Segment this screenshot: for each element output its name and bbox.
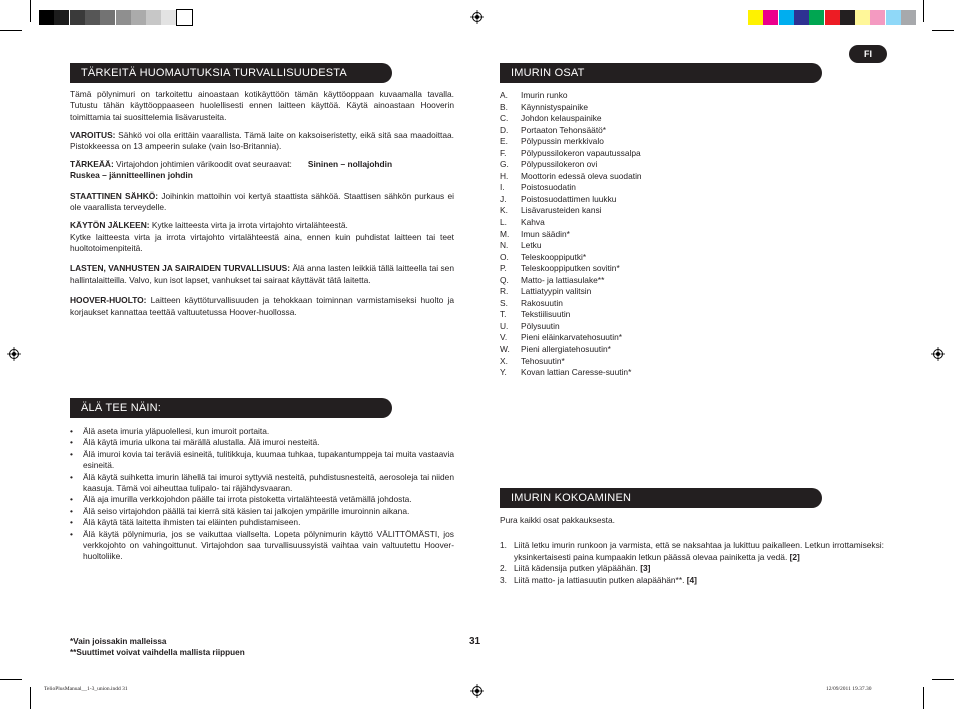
part-letter: F. <box>500 147 507 158</box>
list-item <box>500 309 800 321</box>
wire-color-live: Ruskea – jännitteellinen johdin <box>70 170 193 181</box>
static-text: Joihinkin mattoihin voi kertyä staattista sähköä. Staattisen sähkön purkaus ei ole vaarallista terveydelle. <box>70 190 454 213</box>
part-name: Teleskooppiputki* <box>521 251 587 262</box>
color-swatch <box>177 10 192 25</box>
list-item-text: Älä käytä imuria ulkona tai märällä alustalla. Älä imuroi nesteitä. <box>83 437 320 448</box>
bullet-icon: • <box>70 505 73 516</box>
bullet-icon: • <box>70 528 73 539</box>
part-letter: A. <box>500 90 508 100</box>
list-item <box>500 356 800 368</box>
list-item <box>500 148 800 160</box>
step-text: Liitä letku imurin runkoon ja varmista, että se naksahtaa ja lukittuu paikalleen. Letkun irrottamiseksi: yksinkertaisesti paina kumpaakin letkun päässä olevaa painiketta ja vedä. <box>514 540 884 562</box>
part-name: Letku <box>521 240 542 251</box>
step-number: 3. <box>500 574 507 585</box>
bullet-icon: • <box>70 517 73 528</box>
list-item-text: Älä käytä tätä laitetta ihmisten tai eläinten puhdistamiseen. <box>83 517 301 528</box>
step-number: 2. <box>500 563 507 574</box>
list-item <box>500 229 800 241</box>
list-item <box>500 540 884 563</box>
color-swatch <box>855 10 870 25</box>
part-letter: Y. <box>500 367 507 378</box>
bullet-icon: • <box>70 448 73 459</box>
figure-ref: [2] <box>789 551 800 562</box>
crop-mark <box>923 687 924 709</box>
list-item-text: Älä aja imurilla verkkojohdon päälle tai irrota pistoketta virtalähteestä vetämällä johdosta. <box>83 494 412 505</box>
list-item <box>70 529 454 563</box>
donts-list <box>70 426 454 563</box>
list-item-text: Älä käytä suihketta imurin lähellä tai imuroi syttyviä nesteitä, puhdistusnesteitä, aerosoleja tai niiden kaasuja. Tämä voi aiheuttaa tulipalo- tai räjähdysvaaran. <box>83 471 454 494</box>
part-name: Lisävarusteiden kansi <box>521 205 602 216</box>
part-letter: M. <box>500 228 510 239</box>
part-name: Tekstiilisuutin <box>521 309 571 320</box>
part-letter: O. <box>500 251 509 262</box>
list-item <box>70 506 454 517</box>
list-item <box>70 449 454 472</box>
crop-mark <box>932 679 954 680</box>
after-paragraph <box>70 220 454 231</box>
section-header-assembly: IMURIN KOKOAMINEN <box>500 488 822 508</box>
part-letter: H. <box>500 170 509 181</box>
list-item <box>500 90 800 102</box>
list-item <box>500 194 800 206</box>
service-label: HOOVER-HUOLTO: <box>70 295 147 306</box>
warning-text: Sähkö voi olla erittäin vaarallista. Tämä laite on kaksoiseristetty, eikä sitä saa maadoittaa. Pistokkeessa on 13 ampeerin sulake (vain Iso-Britannia). <box>70 129 454 152</box>
part-letter: X. <box>500 355 508 366</box>
language-badge: FI <box>849 45 887 63</box>
registration-mark-icon <box>7 347 21 361</box>
color-swatch <box>809 10 824 25</box>
color-swatch <box>901 10 916 25</box>
safety-text <box>70 89 454 325</box>
part-letter: T. <box>500 309 507 320</box>
list-item <box>500 263 800 275</box>
part-letter: K. <box>500 205 508 216</box>
part-letter: J. <box>500 193 507 204</box>
figure-ref: [4] <box>686 574 697 585</box>
color-swatch <box>131 10 146 25</box>
assembly-intro: Pura kaikki osat pakkauksesta. <box>500 515 615 525</box>
figure-ref: [3] <box>640 563 651 574</box>
warning-paragraph <box>70 130 454 153</box>
color-swatch <box>100 10 115 25</box>
part-name: Matto- ja lattiasulake** <box>521 274 605 285</box>
part-name: Pölypussin merkkivalo <box>521 136 604 147</box>
children-text: Älä anna lasten leikkiä tällä laitteella tai sen hallintalaitteilla. Valvo, kun isot lapset, vanhukset tai sairaat käyttävät tätä laitetta. <box>70 263 454 285</box>
part-name: Tehosuutin* <box>521 355 565 366</box>
color-swatch <box>779 10 794 25</box>
list-item <box>500 367 800 379</box>
static-label: STAATTINEN SÄHKÖ: <box>70 190 159 201</box>
crop-mark <box>30 0 31 22</box>
footnote-nozzles: **Suuttimet voivat vaihdella mallista riippuen <box>70 648 245 657</box>
color-swatch <box>54 10 69 25</box>
part-name: Lattiatyypin valitsin <box>521 286 592 297</box>
crop-mark <box>932 30 954 31</box>
list-item <box>500 171 800 183</box>
part-name: Portaaton Tehonsäätö* <box>521 124 607 135</box>
step-text-wrap <box>514 540 884 563</box>
list-item <box>500 102 800 114</box>
registration-mark-icon <box>931 347 945 361</box>
part-letter: D. <box>500 124 509 135</box>
color-swatch <box>146 10 161 25</box>
bullet-icon: • <box>70 494 73 505</box>
part-name: Johdon kelauspainike <box>521 113 602 124</box>
list-item <box>500 286 800 298</box>
wire-color-neutral: Sininen – nollajohdin <box>307 159 393 170</box>
part-name: Teleskooppiputken sovitin* <box>521 263 620 274</box>
part-name: Poistosuodattimen luukku <box>521 193 617 204</box>
list-item <box>70 472 454 495</box>
children-paragraph <box>70 263 454 286</box>
part-name: Käynnistyspainike <box>521 101 589 112</box>
list-item <box>500 113 800 125</box>
color-swatch <box>825 10 840 25</box>
part-name: Kahva <box>521 217 545 228</box>
part-letter: R. <box>500 286 509 297</box>
step-text: Liitä kädensija putken yläpäähän. <box>514 563 638 574</box>
step-text-wrap <box>514 575 884 586</box>
service-paragraph <box>70 295 454 318</box>
crop-mark <box>30 687 31 709</box>
part-name: Imun säädin* <box>521 228 570 239</box>
list-item <box>500 275 800 287</box>
list-item <box>500 217 800 229</box>
footnotes <box>70 636 245 658</box>
static-paragraph <box>70 191 454 214</box>
color-swatch <box>840 10 855 25</box>
part-letter: P. <box>500 263 507 274</box>
list-item <box>500 563 884 574</box>
color-swatch <box>39 10 54 25</box>
part-letter: C. <box>500 113 509 124</box>
step-text: Liitä matto- ja lattiasuutin putken alapäähän**. <box>514 574 685 585</box>
part-letter: B. <box>500 101 508 112</box>
color-swatch <box>85 10 100 25</box>
color-swatch <box>763 10 778 25</box>
part-letter: S. <box>500 297 508 308</box>
part-letter: G. <box>500 159 509 170</box>
part-letter: L. <box>500 217 507 228</box>
list-item <box>70 494 454 505</box>
list-item <box>500 344 800 356</box>
after-paragraph-2: Kytke laitteesta virta ja irrota virtajohto virtalähteestä aina, ennen kuin puhdistat laitteen tai teet huoltotoimenpiteitä. <box>70 231 454 253</box>
list-item-text: Älä aseta imuria yläpuolellesi, kun imuroit portaita. <box>83 426 270 436</box>
part-name: Poistosuodatin <box>521 182 576 193</box>
bullet-icon: • <box>70 471 73 482</box>
list-item <box>500 332 800 344</box>
assembly-steps <box>500 540 884 586</box>
after-label: KÄYTÖN JÄLKEEN: <box>70 220 150 231</box>
part-letter: W. <box>500 344 510 355</box>
warning-label: VAROITUS: <box>70 129 116 140</box>
part-name: Pölypussilokeron ovi <box>521 159 598 170</box>
color-swatch <box>748 10 763 25</box>
section-header-parts: IMURIN OSAT <box>500 63 822 83</box>
footnote-some-models: *Vain joissakin malleissa <box>70 637 167 646</box>
part-letter: E. <box>500 136 508 147</box>
step-number: 1. <box>500 540 507 551</box>
color-swatch <box>161 10 176 25</box>
after-text: Kytke laitteesta virta ja irrota virtajohto virtalähteestä. <box>149 220 348 231</box>
color-swatch <box>116 10 131 25</box>
crop-mark <box>923 0 924 22</box>
safety-intro: Tämä pölynimuri on tarkoitettu ainoastaan kotikäyttöön tämän käyttöoppaan kuvaamalla tavalla. Tutustu tähän käyttöoppaaseen huolellisesti ennen laitteen käyttöä. Käytä ainoastaan Hooverin toimittamia tai suosittelemia lisävarusteita. <box>70 89 454 122</box>
part-letter: U. <box>500 320 509 331</box>
part-name: Pölysuutin <box>521 320 560 331</box>
part-name: Pieni allergiatehosuutin* <box>521 344 611 355</box>
list-item <box>500 321 800 333</box>
assembly-text <box>500 515 884 586</box>
list-item <box>500 205 800 217</box>
important-label: TÄRKEÄÄ: <box>70 159 114 170</box>
slug-file-name: TelioPlusManual__1-3_union.indd 31 <box>44 686 128 692</box>
important-paragraph <box>70 159 454 182</box>
part-name: Imurin runko <box>521 90 568 100</box>
registration-mark-icon <box>470 10 484 24</box>
page-number: 31 <box>469 636 481 647</box>
list-item <box>500 252 800 264</box>
color-swatch <box>886 10 901 25</box>
part-letter: N. <box>500 240 509 251</box>
part-letter: Q. <box>500 274 509 285</box>
step-text-wrap <box>514 563 884 574</box>
color-swatch <box>870 10 885 25</box>
part-name: Pieni eläinkarvatehosuutin* <box>521 332 623 343</box>
list-item <box>70 517 454 528</box>
list-item <box>500 136 800 148</box>
section-header-safety: TÄRKEITÄ HUOMAUTUKSIA TURVALLISUUDESTA <box>70 63 392 83</box>
section-header-donts: ÄLÄ TEE NÄIN: <box>70 398 392 418</box>
bullet-icon: • <box>70 437 73 448</box>
color-swatch <box>794 10 809 25</box>
list-item <box>500 298 800 310</box>
part-letter: V. <box>500 332 508 343</box>
list-item-text: Älä imuroi kovia tai teräviä esineitä, tulitikkuja, kuumaa tuhkaa, tupakantumppeja tai muita vastaavia esineitä. <box>83 448 454 471</box>
part-name: Rakosuutin <box>521 297 563 308</box>
crop-mark <box>0 679 22 680</box>
crop-mark <box>0 30 22 31</box>
list-item <box>500 125 800 137</box>
slug-timestamp: 12/09/2011 19.37.30 <box>826 686 872 692</box>
list-item <box>70 426 454 437</box>
list-item-text: Älä seiso virtajohdon päällä tai kierrä sitä käsien tai jalkojen ympärille imuroinnin aikana. <box>83 505 410 516</box>
bullet-icon: • <box>70 426 73 436</box>
children-label: LASTEN, VANHUSTEN JA SAIRAIDEN TURVALLISUUS: <box>70 263 291 274</box>
list-item <box>70 437 454 448</box>
part-name: Kovan lattian Caresse-suutin* <box>521 367 632 378</box>
list-item-text: Älä käytä pölynimuria, jos se vaikuttaa viallselta. Lopeta pölynimurin käyttö VÄLITTÖMÄSTI, jos verkkojohto on vahingoittunut. Virtajohdon saa turvallisuussyistä vaihtaa vain valtuutettu Hoover-huoltoliike. <box>83 528 454 562</box>
list-item <box>500 575 884 586</box>
parts-list <box>500 90 800 379</box>
registration-mark-icon <box>470 684 484 698</box>
part-letter: I. <box>500 182 505 193</box>
list-item <box>500 159 800 171</box>
color-swatch <box>70 10 85 25</box>
important-text: Virtajohdon johtimien värikoodit ovat seuraavat: <box>113 159 292 170</box>
list-item <box>500 240 800 252</box>
part-name: Moottorin edessä oleva suodatin <box>521 170 642 181</box>
list-item <box>500 182 800 194</box>
service-text: Laitteen käyttöturvallisuuden ja tehokkaan toiminnan varmistamiseksi huolto ja korjaukset kannattaa teettää valtuutetussa Hoover-huollossa. <box>70 295 454 317</box>
part-name: Pölypussilokeron vapautussalpa <box>521 147 641 158</box>
